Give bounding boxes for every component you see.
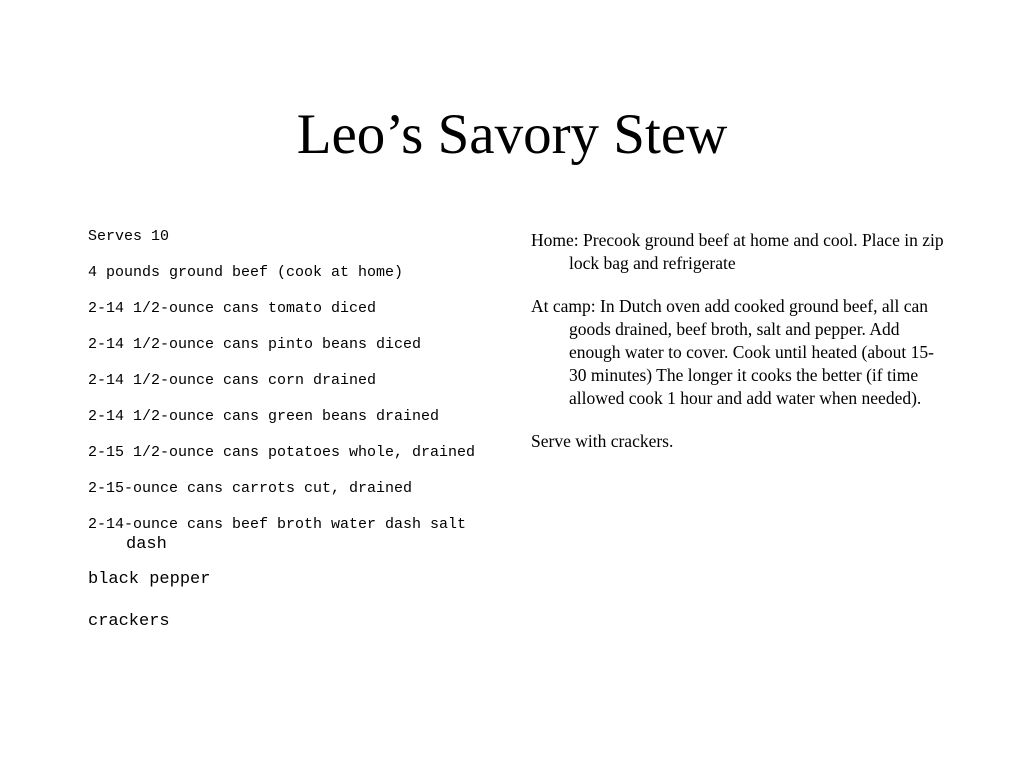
instructions <box>531 229 951 473</box>
ingredient-item: crackers <box>88 612 170 631</box>
ingredient-item: black pepper <box>88 570 211 589</box>
ingredient-item: 2-14 1/2-ounce cans corn drained <box>88 372 377 389</box>
ingredients-list <box>88 227 508 653</box>
ingredient-item: 2-15 1/2-ounce cans potatoes whole, drained <box>88 444 476 461</box>
ingredient-item-text: dash <box>126 535 167 554</box>
ingredient-item: 2-14 1/2-ounce cans tomato diced <box>88 300 377 317</box>
instruction-paragraph: Home: Precook ground beef at home and cool. Place in zip lock bag and refrigerate <box>531 230 944 273</box>
serves-text: Serves 10 <box>88 228 170 245</box>
instruction-paragraph: At camp: In Dutch oven add cooked ground beef, all can goods drained, beef broth, salt and pepper. Add enough water to cover. Cook until heated (about 15-30 minutes) The longer it cooks the better (if time allowed cook 1 hour and add water when needed). <box>531 296 934 408</box>
ingredient-item: 2-15-ounce cans carrots cut, drained <box>88 480 413 497</box>
page-title: Leo’s Savory Stew <box>296 103 728 166</box>
instruction-paragraph: Serve with crackers. <box>531 431 674 451</box>
ingredient-item: 4 pounds ground beef (cook at home) <box>88 264 404 281</box>
ingredient-item: 2-14 1/2-ounce cans pinto beans diced <box>88 336 422 353</box>
ingredient-item <box>88 515 508 555</box>
ingredient-item-text: 2-14-ounce cans beef broth water dash salt <box>88 516 467 533</box>
ingredient-item: 2-14 1/2-ounce cans green beans drained <box>88 408 440 425</box>
